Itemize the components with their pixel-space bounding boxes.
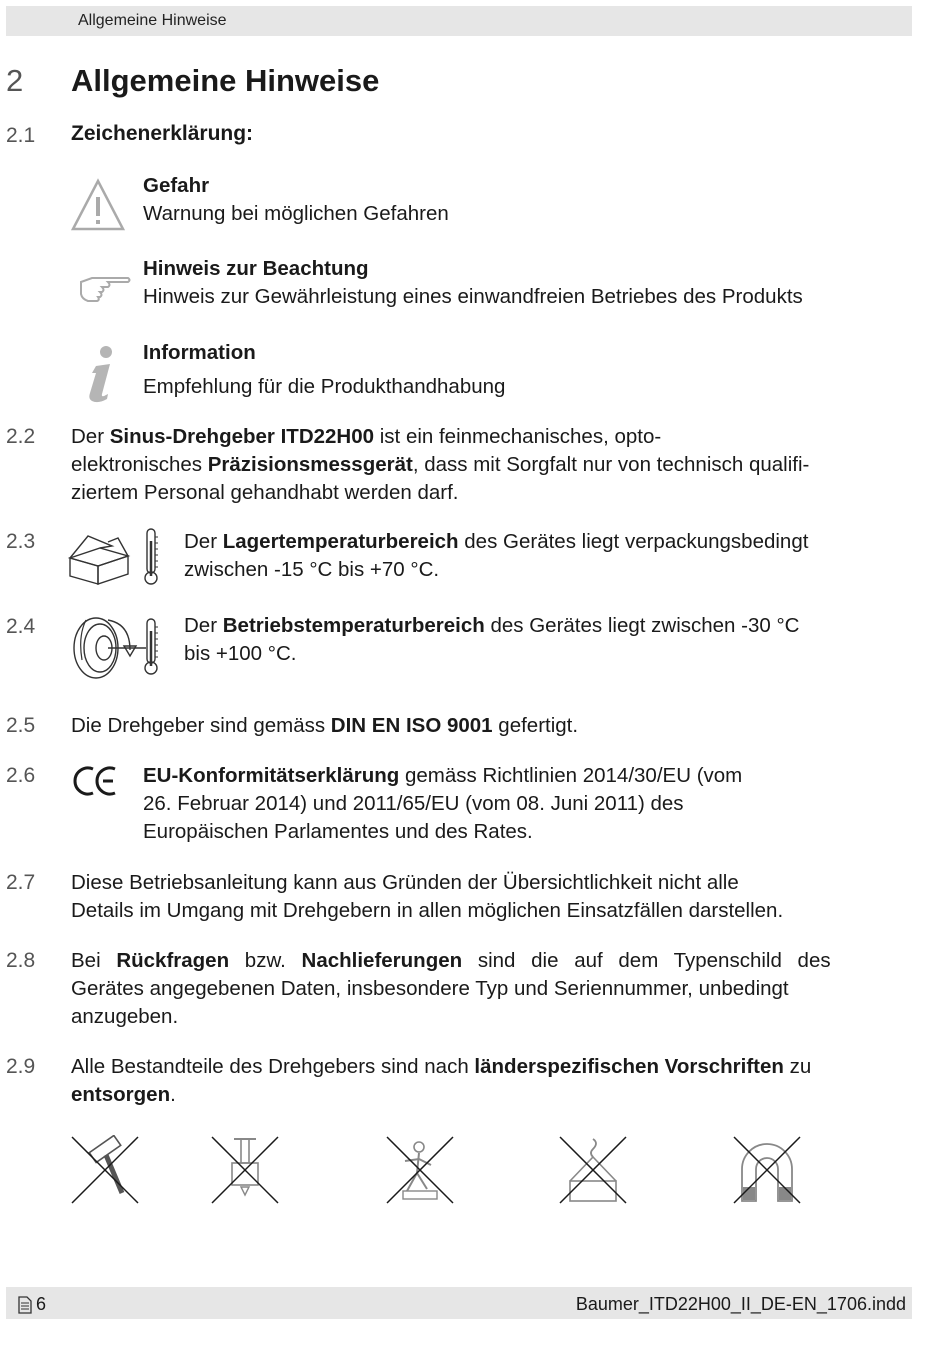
legend-item-text: Hinweis zur Gewährleistung eines einwandfreien Betriebes des Produkts [143,285,803,308]
thermometer-icon [142,527,160,587]
information-icon [84,344,118,404]
page-footer [6,1287,912,1319]
item-number: 2.8 [6,949,36,972]
paragraph: Der Betriebstemperaturbereich des Gerätes liegt zwischen -30 °C bis +100 °C. [184,614,800,665]
document-icon [18,1296,32,1314]
legend-item-title: Gefahr [143,174,210,197]
legend-item-title: Information [143,341,256,364]
paragraph: Die Drehgeber sind gemäss DIN EN ISO 9001 gefertigt. [71,714,579,737]
no-axial-load-icon [210,1135,280,1205]
legend-item-title: Hinweis zur Beachtung [143,257,369,280]
no-magnet-icon [732,1135,802,1205]
paragraph: Alle Bestandteile des Drehgebers sind nach länderspezifischen Vorschriften zu entsorgen. [71,1055,812,1106]
page-header [6,6,912,36]
legend-title: Zeichenerklärung: [71,122,254,145]
item-number: 2.1 [6,124,36,147]
paragraph: Der Sinus-Drehgeber ITD22H00 ist ein feinmechanisches, opto- elektronisches Präzisionsmessgerät, dass mit Sorgfalt nur von technisch qualifi- ziertem Personal gehandhabt werden darf. [71,425,810,504]
legend-item-text: Empfehlung für die Produkthandhabung [143,375,506,398]
item-number: 2.9 [6,1055,36,1078]
thermometer-icon [142,617,160,677]
no-hammer-icon [70,1135,140,1205]
section-number: 2 [6,63,24,98]
item-number: 2.5 [6,714,36,737]
warning-triangle-icon [70,178,126,232]
page-number: 6 [18,1294,46,1315]
header-title: Allgemeine Hinweise [78,12,227,29]
legend-item-text: Warnung bei möglichen Gefahren [143,202,449,225]
pointing-hand-icon [78,272,132,304]
file-name: Baumer_ITD22H00_II_DE-EN_1706.indd [575,1294,906,1314]
package-box-icon [68,530,132,586]
rotating-encoder-icon [68,610,148,684]
item-number: 2.7 [6,871,36,894]
item-number: 2.6 [6,764,36,787]
item-number: 2.2 [6,425,36,448]
ce-mark-icon [73,765,119,797]
item-number: 2.4 [6,615,36,638]
paragraph: Der Lagertemperaturbereich des Gerätes liegt verpackungsbedingt zwischen -15 °C bis +70 °C. [184,530,809,581]
section-title: Allgemeine Hinweise [71,63,380,98]
paragraph: Bei Rückfragen bzw. Nachlieferungen sind die auf dem Typenschild des Gerätes angegebenen Daten, insbesondere Typ und Seriennummer, unbedingt anzugeben. [71,949,831,1028]
no-stepping-icon [385,1135,455,1205]
paragraph: Diese Betriebsanleitung kann aus Gründen der Übersichtlichkeit nicht alle Details im Umgang mit Drehgebern in allen möglichen Einsatzfällen darstellen. [71,871,784,922]
no-lifting-icon [558,1135,628,1205]
item-number: 2.3 [6,530,36,553]
paragraph: EU-Konformitätserklärung gemäss Richtlinien 2014/30/EU (vom 26. Februar 2014) und 2011/65/EU (vom 08. Juni 2011) des Europäischen Parlamentes und des Rates. [143,764,743,843]
